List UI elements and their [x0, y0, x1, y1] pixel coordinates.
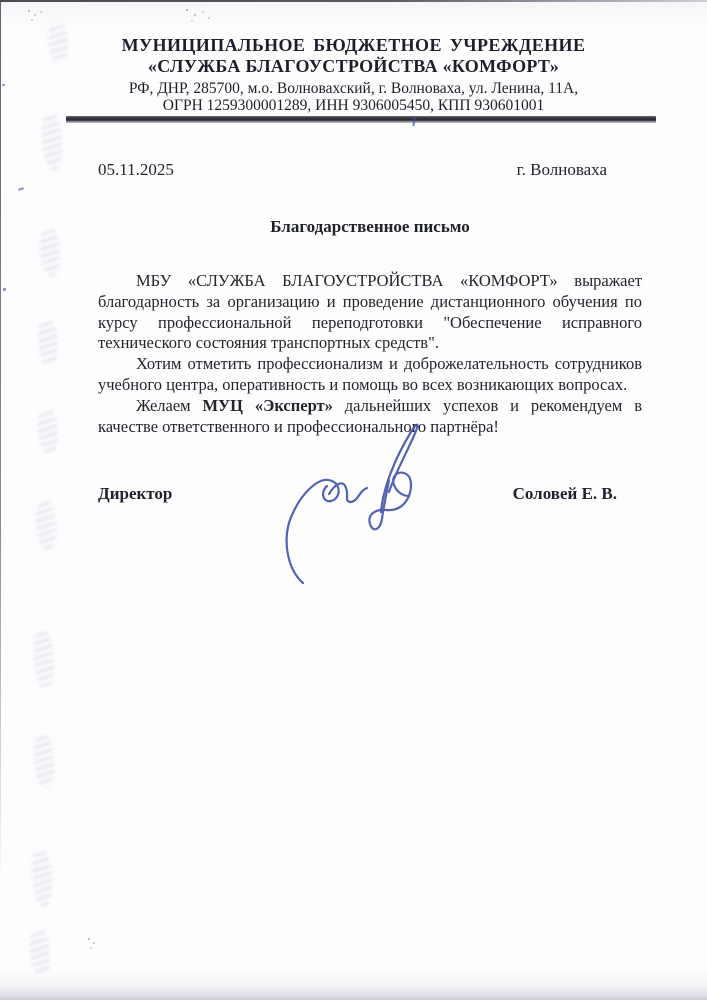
scan-edge-bottom: [0, 984, 707, 1000]
signoff-row: [98, 484, 617, 504]
letterhead-rule: [66, 116, 656, 123]
letter-title: Благодарственное письмо: [270, 217, 470, 236]
org-requisites: ОГРН 1259300001289, ИНН 9306005450, КПП 930601001: [162, 97, 545, 114]
bleed-through-smudge: [38, 225, 61, 276]
bleed-through-smudge: [30, 847, 54, 906]
body-text: дальнейших успехов и рекомендуем в: [344, 395, 642, 415]
signer-role: Директор: [98, 484, 173, 503]
signer-name: Соловей Е. В.: [512, 484, 617, 503]
org-name-line1: МУНИЦИПАЛЬНОЕ БЮДЖЕТНОЕ УЧРЕЖДЕНИЕ: [121, 35, 586, 55]
bleed-through-smudge: [36, 317, 59, 366]
bleed-through-smudge: [36, 407, 59, 454]
scan-noise: [186, 9, 188, 11]
bleed-through-smudge: [32, 731, 56, 788]
body-line: учебного центра, оперативность и помощь во всех возникающих вопросах.: [98, 374, 628, 394]
body-line: Хотим отметить профессионализм и доброжелательность сотрудников: [136, 354, 642, 374]
letterhead: [0, 34, 707, 114]
org-name-line2: «СЛУЖБА БЛАГОУСТРОЙСТВА «КОМФОРТ»: [147, 56, 560, 76]
org-address: РФ, ДНР, 285700, м.о. Волновахский, г. Волноваха, ул. Ленина, 11А,: [128, 80, 579, 97]
body-text: Желаем: [136, 395, 191, 415]
bleed-through-smudge: [34, 497, 58, 550]
body-line: технического состояния транспортных средств".: [98, 333, 439, 353]
body-line: курсу профессиональной переподготовки "Обеспечение исправного: [98, 312, 642, 332]
scan-edge-left: [0, 2, 1, 882]
dateline: [98, 160, 607, 180]
body-line: МБУ «СЛУЖБА БЛАГОУСТРОЙСТВА «КОМФОРТ» выражает: [136, 271, 642, 290]
pen-noise-mark: [18, 187, 24, 191]
letter-date: 05.11.2025: [98, 160, 174, 179]
bleed-through-smudge: [40, 111, 64, 170]
scan-noise: [28, 10, 30, 12]
handwritten-signature: [270, 418, 430, 593]
partner-name-bold: МУЦ «Эксперт»: [190, 395, 345, 415]
scan-noise: [88, 938, 90, 940]
letter-body: [98, 271, 642, 437]
letter-city: г. Волноваха: [516, 160, 607, 179]
bleed-through-smudge: [32, 627, 56, 690]
pen-noise-mark: [3, 288, 6, 291]
scan-edge-top: [0, 0, 707, 2]
body-line: качестве ответственного и профессионального партнёра!: [98, 416, 499, 436]
body-line: благодарность за организацию и проведение дистанционного обучения по: [98, 291, 642, 311]
bleed-through-smudge: [28, 927, 51, 976]
body-line: [98, 396, 642, 417]
